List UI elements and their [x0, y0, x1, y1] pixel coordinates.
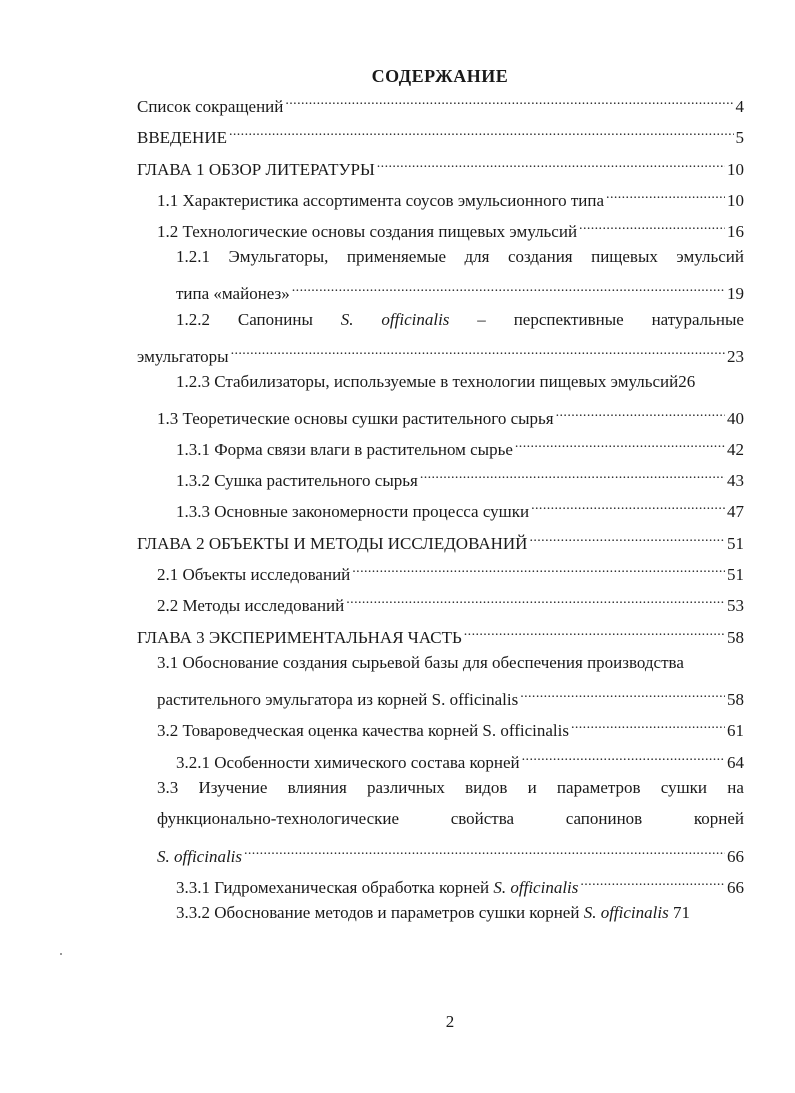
toc-entry [176, 433, 744, 461]
toc-word: функционально-технологические [157, 809, 400, 828]
toc-word: пищевых [591, 247, 658, 266]
toc-entry-page: 58 [727, 690, 744, 709]
toc-word: сушки [660, 778, 708, 797]
toc-leader-dots [579, 215, 725, 237]
toc-leader-dots [229, 121, 734, 143]
toc-entry-text-italic: S. officinalis [583, 903, 669, 922]
toc-entry-page: 23 [727, 347, 744, 366]
toc-entry-line1 [176, 309, 744, 331]
toc-entry [157, 402, 744, 430]
toc-entry-text: 1.2.3 Стабилизаторы, используемые в технологии пищевых эмульсий26 [176, 372, 696, 391]
toc-entry-text: эмульгаторы [137, 347, 229, 366]
toc-entry-text-pre: 3.3.1 Гидромеханическая обработка корней [176, 878, 494, 897]
toc-entry [137, 121, 744, 149]
toc-leader-dots [285, 90, 733, 112]
toc-entry-page: 4 [735, 97, 744, 116]
toc-leader-dots [292, 277, 725, 299]
toc-entry-text: ВВЕДЕНИЕ [137, 128, 227, 147]
toc-entry-page: 5 [735, 128, 744, 147]
toc-entry-page: 66 [727, 847, 744, 866]
scan-speck [60, 953, 62, 955]
toc-leader-dots [377, 153, 725, 175]
toc-entry-text: 1.1 Характеристика ассортимента соусов эмульсионного типа [157, 191, 605, 210]
toc-entry-text: 3.2.1 Особенности химического состава корней [176, 753, 520, 772]
toc-entry-text: Список сокращений [137, 97, 284, 116]
toc-entry [137, 90, 744, 118]
toc-entry-page: 42 [727, 440, 744, 459]
toc-entry-text: 1.2 Технологические основы создания пищевых эмульсий [157, 222, 578, 241]
toc-entry [157, 215, 744, 243]
toc-entry [137, 153, 744, 181]
toc-entry [157, 714, 744, 742]
toc-word: Эмульгаторы, [228, 247, 329, 266]
toc-entry-page: 64 [727, 753, 744, 772]
toc-leader-dots [515, 433, 725, 455]
toc-entry-page: 58 [727, 628, 744, 647]
toc-word: Сапонины [237, 310, 313, 329]
toc-leader-dots [464, 621, 725, 643]
toc-entry [176, 277, 744, 305]
toc-entry-text: 1.3.3 Основные закономерности процесса сушки [176, 502, 530, 521]
toc-entry [176, 902, 756, 924]
toc-leader-dots [580, 871, 725, 893]
toc-word: видов [465, 778, 508, 797]
toc-leader-dots [531, 495, 725, 517]
toc-entry-text-pre: 3.3.2 Обоснование методов и параметров сушки корней [176, 903, 584, 922]
toc-entry-text: 2.1 Объекты исследований [157, 565, 351, 584]
toc-leader-dots [529, 527, 725, 549]
toc-leader-dots [346, 589, 725, 611]
toc-word: применяемые [346, 247, 447, 266]
toc-word: 1.2.1 [176, 247, 210, 266]
toc-entry-text: ГЛАВА 2 ОБЪЕКТЫ И МЕТОДЫ ИССЛЕДОВАНИЙ [137, 534, 528, 553]
toc-word: 1.2.2 [176, 310, 210, 329]
toc-word: создания [507, 247, 573, 266]
toc-entry-page: 66 [727, 878, 744, 897]
toc-leader-dots [244, 840, 725, 862]
toc-word: свойства [450, 809, 515, 828]
toc-word: натуральные [651, 310, 744, 329]
toc-word: Изучение [198, 778, 268, 797]
toc-entry-page: 71 [668, 903, 690, 922]
toc-leader-dots [556, 402, 725, 424]
toc-word: 3.3 [157, 778, 179, 797]
toc-entry-page: 61 [727, 721, 744, 740]
toc-entry-text: ГЛАВА 3 ЭКСПЕРИМЕНТАЛЬНАЯ ЧАСТЬ [137, 628, 462, 647]
toc-word: влияния [287, 778, 347, 797]
toc-word: на [727, 778, 744, 797]
toc-entry-text: типа «майонез» [176, 284, 290, 303]
page-number: 2 [445, 1012, 455, 1031]
toc-leader-dots [420, 464, 725, 486]
toc-entry-page: 47 [727, 502, 744, 521]
toc-entry [176, 495, 744, 523]
toc-word: корней [693, 809, 744, 828]
toc-entry [137, 340, 744, 368]
page-title: СОДЕРЖАНИЕ [371, 66, 509, 86]
toc-leader-dots [231, 340, 725, 362]
toc-leader-dots [571, 714, 725, 736]
toc-entry [137, 527, 744, 555]
toc-entry-text: 1.3.2 Сушка растительного сырья [176, 471, 418, 490]
toc-entry-text: S. officinalis [157, 847, 242, 866]
toc-entry [176, 871, 744, 899]
toc-leader-dots [522, 746, 725, 768]
toc-entry-text: растительного эмульгатора из корней S. officinalis [157, 690, 519, 709]
toc-entry [157, 589, 744, 617]
toc-word: эмульсий [676, 247, 744, 266]
toc-entry-text: 3.1 Обоснование создания сырьевой базы для обеспечения производства [157, 653, 684, 672]
toc-entry [157, 558, 744, 586]
toc-entry-line1 [157, 777, 744, 799]
toc-word: officinalis [381, 310, 450, 329]
toc-entry-text-italic: S. officinalis [493, 878, 579, 897]
toc-entry-page: 10 [727, 191, 744, 210]
toc-word: – [477, 310, 486, 329]
toc-entry-page: 51 [727, 534, 744, 553]
toc-word: S. [340, 310, 354, 329]
toc-entry [137, 621, 744, 649]
toc-word: параметров [556, 778, 641, 797]
toc-word: перспективные [513, 310, 624, 329]
toc-entry-text: ГЛАВА 1 ОБЗОР ЛИТЕРАТУРЫ [137, 160, 375, 179]
toc-entry [157, 184, 744, 212]
toc-entry-line1 [176, 246, 744, 268]
toc-entry-text: 3.2 Товароведческая оценка качества корней S. officinalis [157, 721, 569, 740]
toc-entry-page: 40 [727, 409, 744, 428]
toc-entry-text: 2.2 Методы исследований [157, 596, 345, 615]
toc-word: различных [367, 778, 445, 797]
toc-entry-text: 1.3.1 Форма связи влаги в растительном сырье [176, 440, 513, 459]
toc-entry-page: 51 [727, 565, 744, 584]
toc-entry-line2 [157, 808, 744, 830]
toc-entry [176, 371, 756, 393]
toc-entry-line1 [157, 652, 744, 674]
toc-entry-page: 53 [727, 596, 744, 615]
toc-entry [157, 683, 744, 711]
toc-entry-page: 43 [727, 471, 744, 490]
toc-word: для [464, 247, 490, 266]
toc-leader-dots [606, 184, 725, 206]
toc-entry-page: 19 [727, 284, 744, 303]
toc-entry [176, 464, 744, 492]
toc-entry-page: 16 [727, 222, 744, 241]
toc-word: и [527, 778, 537, 797]
toc-entry-page: 10 [727, 160, 744, 179]
toc-entry [176, 746, 744, 774]
toc-leader-dots [520, 683, 725, 705]
toc-entry-text: 1.3 Теоретические основы сушки растительного сырья [157, 409, 554, 428]
toc-entry-text [176, 877, 578, 899]
toc-leader-dots [352, 558, 725, 580]
toc-word: сапонинов [565, 809, 643, 828]
toc-entry [157, 840, 744, 868]
